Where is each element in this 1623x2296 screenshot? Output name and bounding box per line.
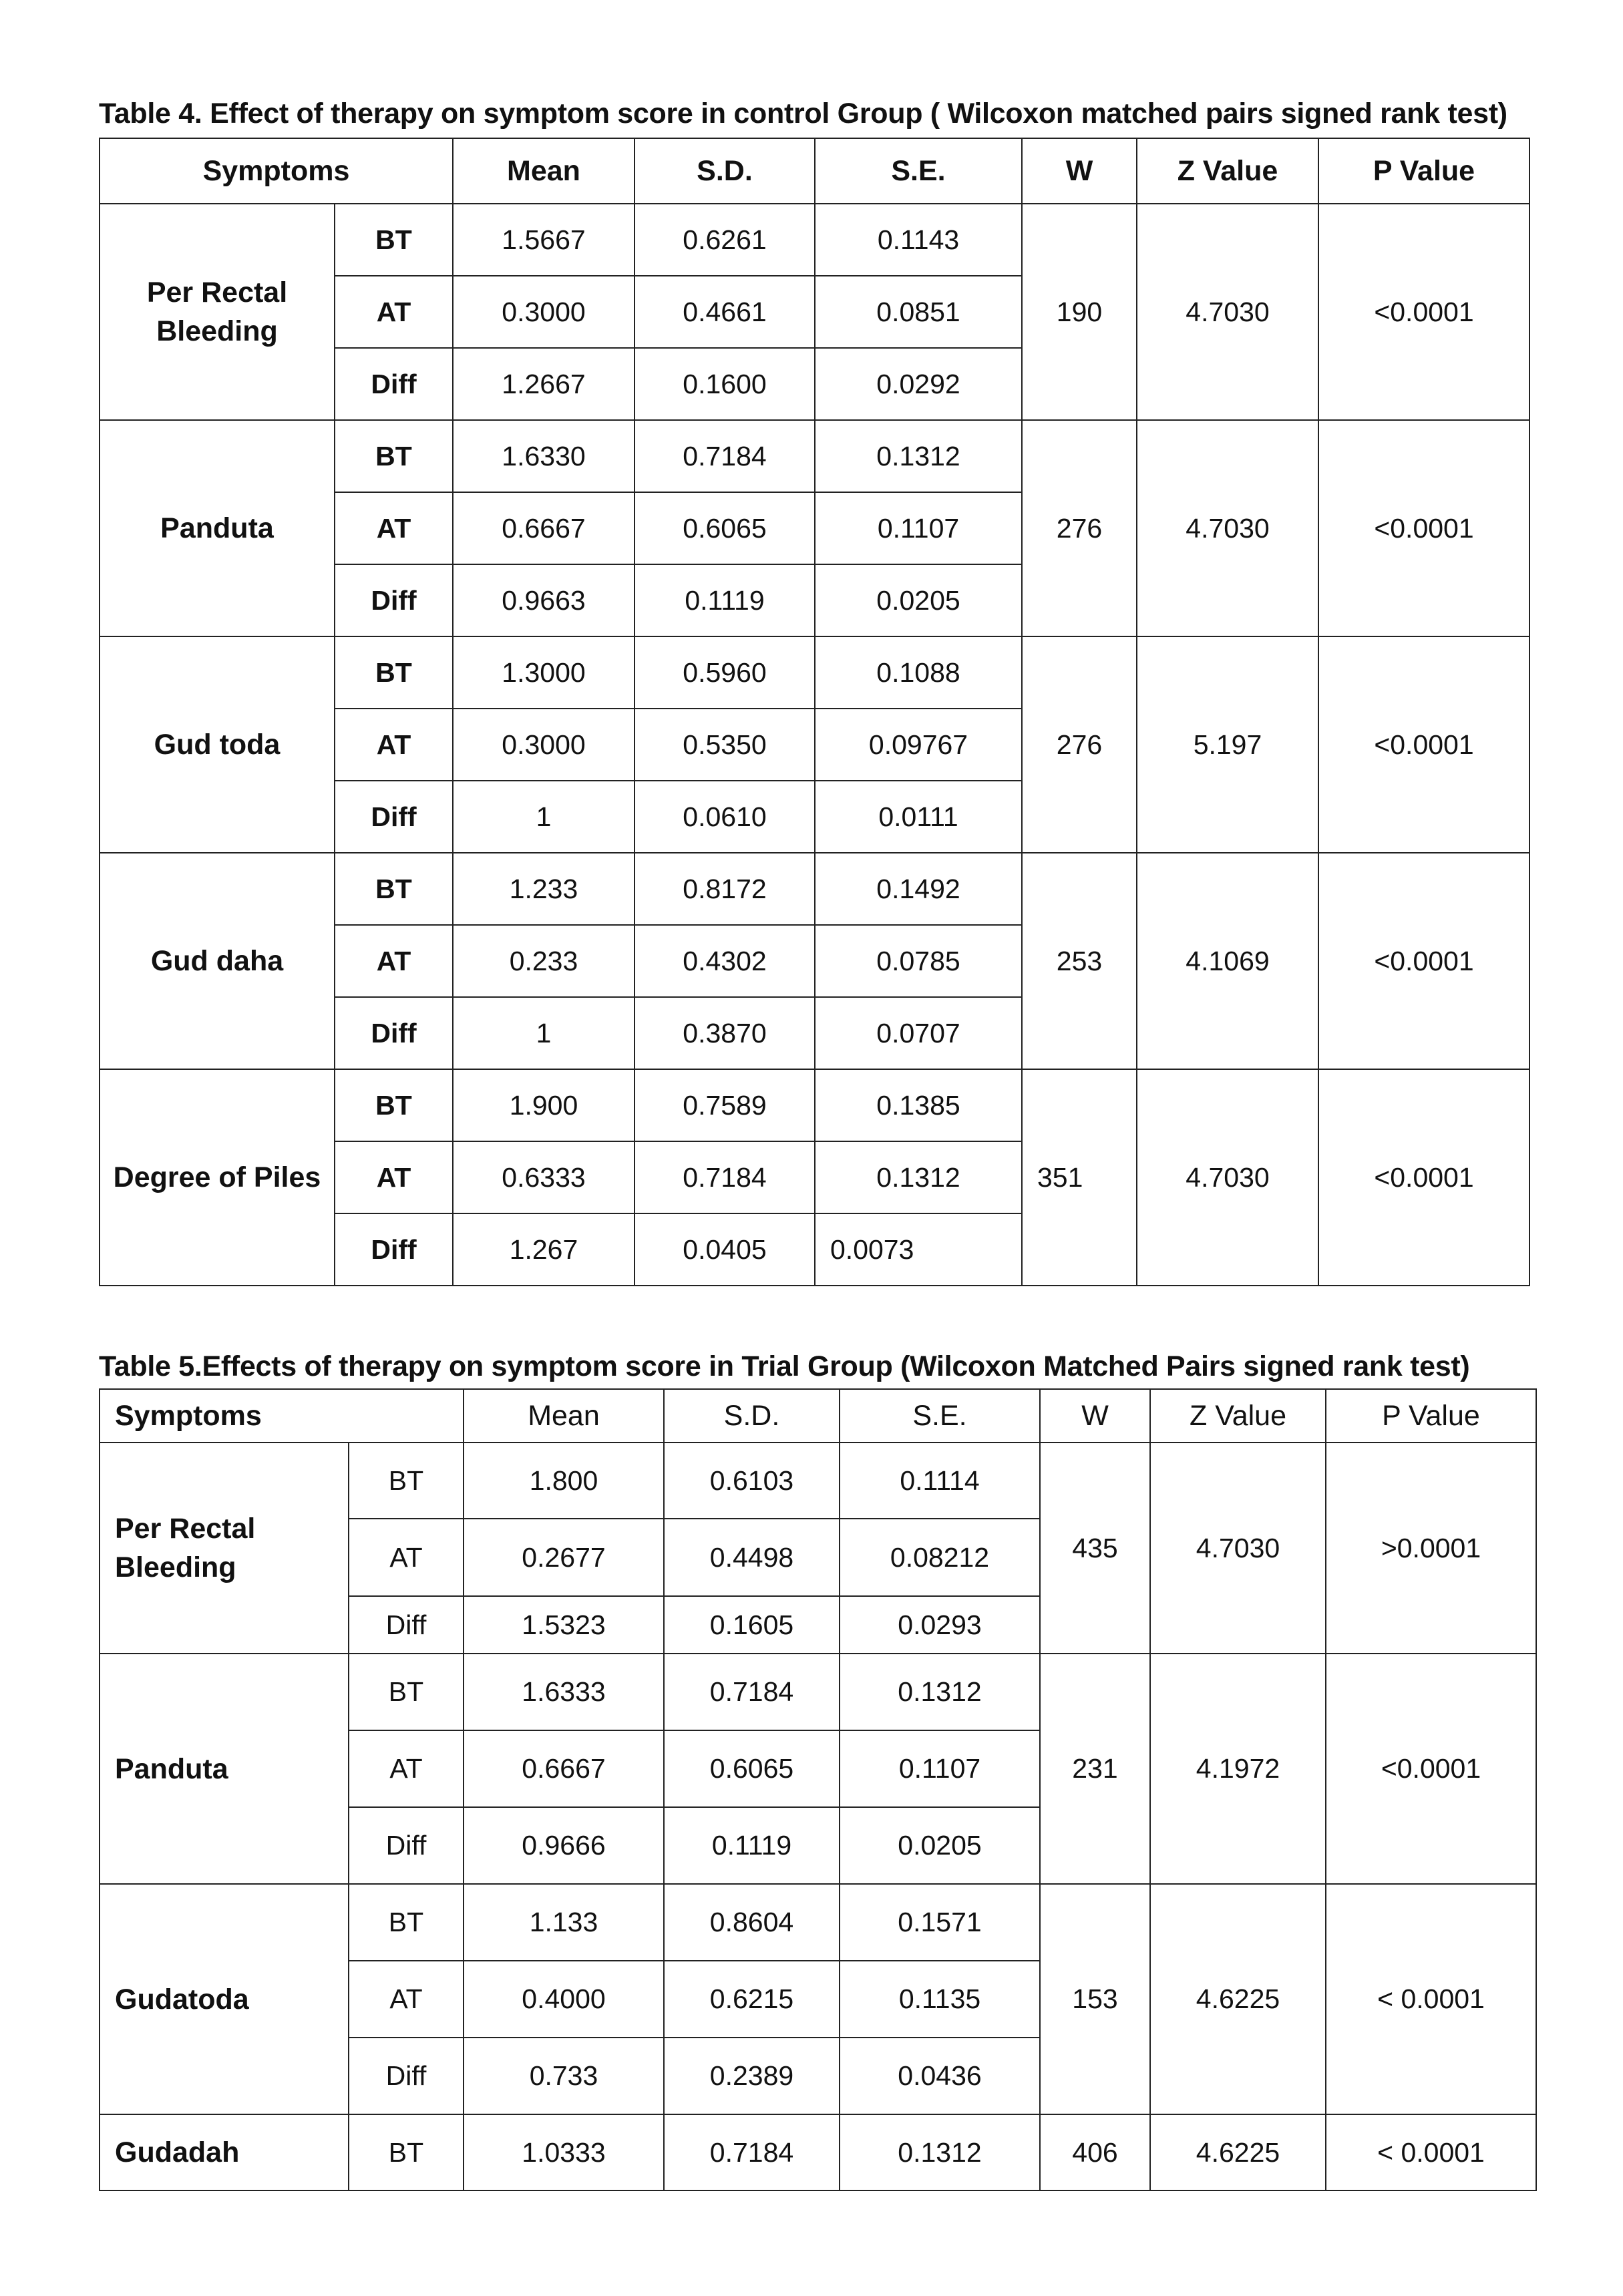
- z-value-cell: 4.7030: [1137, 204, 1318, 420]
- phase-cell: AT: [335, 925, 453, 997]
- table5-header-row: [100, 1389, 1536, 1443]
- mean-cell: 1.0333: [464, 2114, 664, 2190]
- mean-cell: 1.2667: [453, 348, 635, 420]
- sd-cell: 0.6215: [664, 1961, 840, 2038]
- phase-cell: BT: [335, 204, 453, 276]
- se-cell: 0.1114: [840, 1443, 1040, 1519]
- w-cell: 153: [1040, 1884, 1150, 2114]
- z-value-cell: 4.7030: [1137, 420, 1318, 636]
- se-cell: 0.1135: [840, 1961, 1040, 2038]
- se-cell: 0.1312: [815, 420, 1022, 492]
- se-cell: 0.0205: [815, 564, 1022, 636]
- se-cell: 0.1385: [815, 1069, 1022, 1141]
- sd-cell: 0.6065: [664, 1730, 840, 1807]
- phase-cell: BT: [349, 2114, 464, 2190]
- mean-cell: 0.6667: [453, 492, 635, 564]
- se-cell: 0.0293: [840, 1596, 1040, 1654]
- sd-cell: 0.4302: [635, 925, 815, 997]
- header-symptoms: Symptoms: [100, 138, 453, 204]
- z-value-cell: 5.197: [1137, 636, 1318, 853]
- z-value-cell: 4.1069: [1137, 853, 1318, 1069]
- p-value-cell: <0.0001: [1318, 853, 1529, 1069]
- w-cell: 351: [1022, 1069, 1137, 1286]
- table-row: [100, 1069, 1529, 1141]
- mean-cell: 1: [453, 781, 635, 853]
- sd-cell: 0.1119: [635, 564, 815, 636]
- phase-cell: BT: [349, 1884, 464, 1961]
- se-cell: 0.1143: [815, 204, 1022, 276]
- sd-cell: 0.1600: [635, 348, 815, 420]
- w-cell: 231: [1040, 1654, 1150, 1884]
- table-row: [100, 1884, 1536, 1961]
- se-cell: 0.1312: [815, 1141, 1022, 1213]
- mean-cell: 0.9663: [453, 564, 635, 636]
- header-w: W: [1040, 1389, 1150, 1443]
- sd-cell: 0.1119: [664, 1807, 840, 1884]
- p-value-cell: <0.0001: [1318, 1069, 1529, 1286]
- table-row: [100, 2114, 1536, 2190]
- sd-cell: 0.3870: [635, 997, 815, 1069]
- mean-cell: 1: [453, 997, 635, 1069]
- phase-cell: BT: [335, 420, 453, 492]
- phase-cell: Diff: [349, 1807, 464, 1884]
- phase-cell: BT: [349, 1443, 464, 1519]
- mean-cell: 0.4000: [464, 1961, 664, 2038]
- se-cell: 0.0785: [815, 925, 1022, 997]
- symptom-cell: Gudatoda: [100, 1884, 349, 2114]
- phase-cell: AT: [335, 276, 453, 348]
- table-row: [100, 204, 1529, 276]
- z-value-cell: 4.1972: [1150, 1654, 1326, 1884]
- w-cell: 276: [1022, 636, 1137, 853]
- mean-cell: 1.6330: [453, 420, 635, 492]
- mean-cell: 1.133: [464, 1884, 664, 1961]
- symptom-cell: Per Rectal Bleeding: [100, 1443, 349, 1654]
- phase-cell: Diff: [335, 781, 453, 853]
- phase-cell: BT: [335, 636, 453, 709]
- z-value-cell: 4.6225: [1150, 2114, 1326, 2190]
- table-row: [100, 420, 1529, 492]
- phase-cell: BT: [335, 853, 453, 925]
- table5-caption: Table 5.Effects of therapy on symptom score in Trial Group (Wilcoxon Matched Pairs signed rank test): [99, 1350, 1470, 1382]
- symptom-cell: Per Rectal Bleeding: [100, 204, 335, 420]
- mean-cell: 1.5667: [453, 204, 635, 276]
- symptom-cell: Degree of Piles: [100, 1069, 335, 1286]
- table4-header-row: [100, 138, 1529, 204]
- phase-cell: AT: [349, 1519, 464, 1596]
- se-cell: 0.09767: [815, 709, 1022, 781]
- phase-cell: Diff: [349, 1596, 464, 1654]
- mean-cell: 1.5323: [464, 1596, 664, 1654]
- phase-cell: Diff: [335, 348, 453, 420]
- phase-cell: Diff: [335, 1213, 453, 1286]
- p-value-cell: >0.0001: [1326, 1443, 1536, 1654]
- header-z-value: Z Value: [1137, 138, 1318, 204]
- sd-cell: 0.6103: [664, 1443, 840, 1519]
- mean-cell: 0.233: [453, 925, 635, 997]
- phase-cell: AT: [335, 492, 453, 564]
- header-mean: Mean: [464, 1389, 664, 1443]
- symptom-cell: Panduta: [100, 420, 335, 636]
- p-value-cell: <0.0001: [1318, 636, 1529, 853]
- sd-cell: 0.4498: [664, 1519, 840, 1596]
- sd-cell: 0.7589: [635, 1069, 815, 1141]
- se-cell: 0.08212: [840, 1519, 1040, 1596]
- mean-cell: 0.9666: [464, 1807, 664, 1884]
- phase-cell: AT: [335, 1141, 453, 1213]
- se-cell: 0.1088: [815, 636, 1022, 709]
- table4-control-group: [99, 138, 1530, 1286]
- sd-cell: 0.0405: [635, 1213, 815, 1286]
- sd-cell: 0.4661: [635, 276, 815, 348]
- sd-cell: 0.1605: [664, 1596, 840, 1654]
- se-cell: 0.1107: [840, 1730, 1040, 1807]
- phase-cell: AT: [335, 709, 453, 781]
- sd-cell: 0.0610: [635, 781, 815, 853]
- header-sd: S.D.: [635, 138, 815, 204]
- phase-cell: BT: [335, 1069, 453, 1141]
- mean-cell: 0.2677: [464, 1519, 664, 1596]
- sd-cell: 0.7184: [664, 1654, 840, 1730]
- mean-cell: 1.267: [453, 1213, 635, 1286]
- mean-cell: 1.6333: [464, 1654, 664, 1730]
- header-symptoms: Symptoms: [100, 1389, 464, 1443]
- sd-cell: 0.8172: [635, 853, 815, 925]
- w-cell: 276: [1022, 420, 1137, 636]
- mean-cell: 1.3000: [453, 636, 635, 709]
- header-w: W: [1022, 138, 1137, 204]
- sd-cell: 0.2389: [664, 2038, 840, 2114]
- mean-cell: 1.800: [464, 1443, 664, 1519]
- se-cell: 0.0707: [815, 997, 1022, 1069]
- z-value-cell: 4.7030: [1150, 1443, 1326, 1654]
- sd-cell: 0.5350: [635, 709, 815, 781]
- header-p-value: P Value: [1326, 1389, 1536, 1443]
- phase-cell: AT: [349, 1730, 464, 1807]
- header-mean: Mean: [453, 138, 635, 204]
- se-cell: 0.1312: [840, 2114, 1040, 2190]
- table5-trial-group: [99, 1388, 1537, 2191]
- mean-cell: 0.3000: [453, 276, 635, 348]
- se-cell: 0.0073: [815, 1213, 1022, 1286]
- se-cell: 0.0436: [840, 2038, 1040, 2114]
- table-row: [100, 853, 1529, 925]
- se-cell: 0.1312: [840, 1654, 1040, 1730]
- phase-cell: Diff: [335, 564, 453, 636]
- sd-cell: 0.7184: [635, 1141, 815, 1213]
- phase-cell: BT: [349, 1654, 464, 1730]
- se-cell: 0.1571: [840, 1884, 1040, 1961]
- mean-cell: 1.900: [453, 1069, 635, 1141]
- w-cell: 406: [1040, 2114, 1150, 2190]
- mean-cell: 0.6667: [464, 1730, 664, 1807]
- w-cell: 190: [1022, 204, 1137, 420]
- symptom-cell: Gud toda: [100, 636, 335, 853]
- z-value-cell: 4.7030: [1137, 1069, 1318, 1286]
- sd-cell: 0.7184: [635, 420, 815, 492]
- sd-cell: 0.5960: [635, 636, 815, 709]
- mean-cell: 0.3000: [453, 709, 635, 781]
- se-cell: 0.0205: [840, 1807, 1040, 1884]
- header-se: S.E.: [840, 1389, 1040, 1443]
- table4-caption: Table 4. Effect of therapy on symptom score in control Group ( Wilcoxon matched pairs signed rank test): [99, 98, 1507, 130]
- header-sd: S.D.: [664, 1389, 840, 1443]
- se-cell: 0.0111: [815, 781, 1022, 853]
- symptom-cell: Gudadah: [100, 2114, 349, 2190]
- phase-cell: AT: [349, 1961, 464, 2038]
- mean-cell: 1.233: [453, 853, 635, 925]
- w-cell: 253: [1022, 853, 1137, 1069]
- sd-cell: 0.8604: [664, 1884, 840, 1961]
- p-value-cell: < 0.0001: [1326, 2114, 1536, 2190]
- se-cell: 0.0292: [815, 348, 1022, 420]
- header-p-value: P Value: [1318, 138, 1529, 204]
- w-cell: 435: [1040, 1443, 1150, 1654]
- p-value-cell: <0.0001: [1326, 1654, 1536, 1884]
- table-row: [100, 1654, 1536, 1730]
- se-cell: 0.1492: [815, 853, 1022, 925]
- header-z-value: Z Value: [1150, 1389, 1326, 1443]
- mean-cell: 0.6333: [453, 1141, 635, 1213]
- p-value-cell: <0.0001: [1318, 204, 1529, 420]
- sd-cell: 0.7184: [664, 2114, 840, 2190]
- sd-cell: 0.6261: [635, 204, 815, 276]
- header-se: S.E.: [815, 138, 1022, 204]
- symptom-cell: Panduta: [100, 1654, 349, 1884]
- se-cell: 0.1107: [815, 492, 1022, 564]
- z-value-cell: 4.6225: [1150, 1884, 1326, 2114]
- se-cell: 0.0851: [815, 276, 1022, 348]
- table-row: [100, 636, 1529, 709]
- symptom-cell: Gud daha: [100, 853, 335, 1069]
- p-value-cell: <0.0001: [1318, 420, 1529, 636]
- p-value-cell: < 0.0001: [1326, 1884, 1536, 2114]
- sd-cell: 0.6065: [635, 492, 815, 564]
- mean-cell: 0.733: [464, 2038, 664, 2114]
- phase-cell: Diff: [349, 2038, 464, 2114]
- phase-cell: Diff: [335, 997, 453, 1069]
- table-row: [100, 1443, 1536, 1519]
